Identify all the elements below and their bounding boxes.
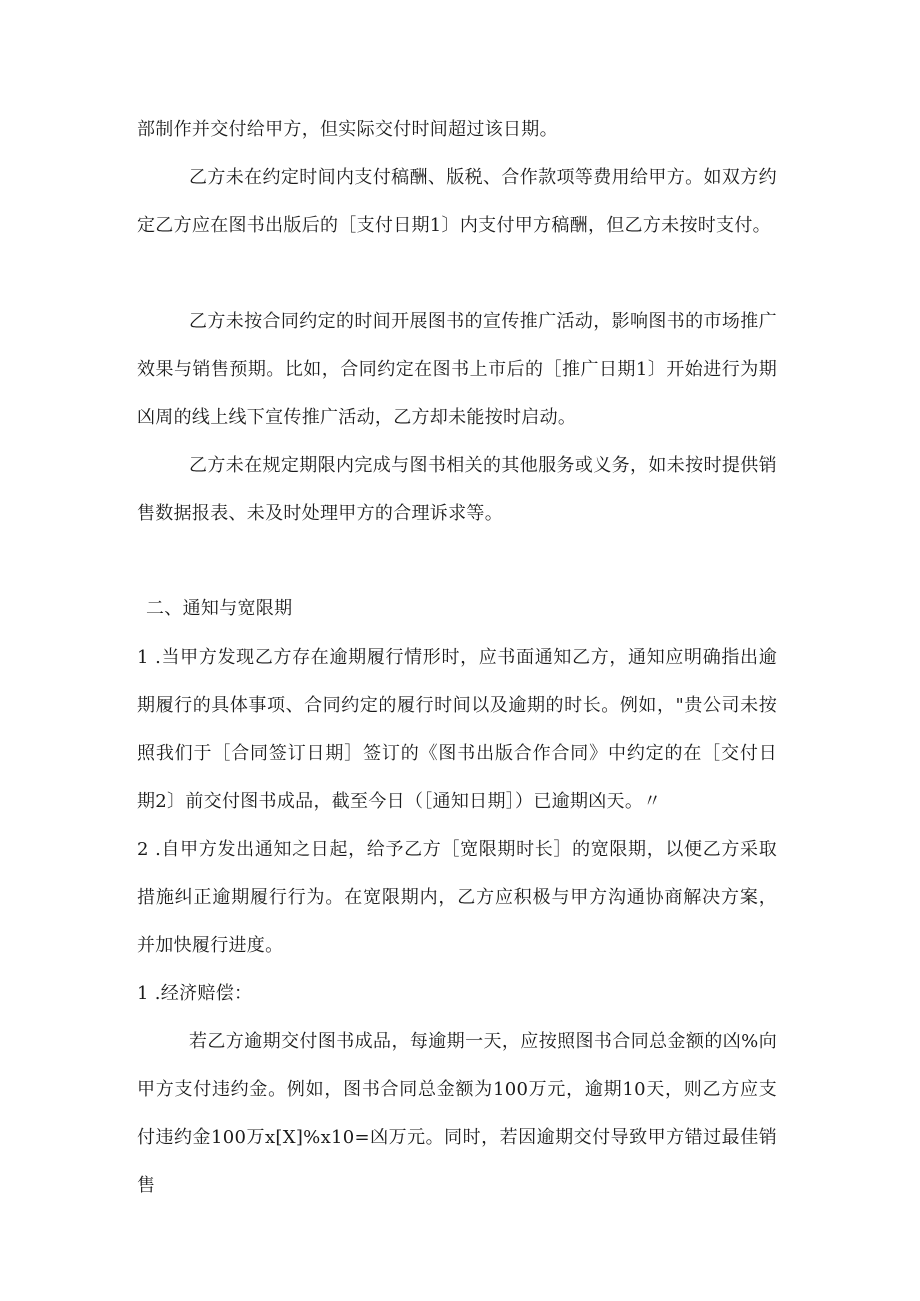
list-item-notice: 1 .当甲方发现乙方存在逾期履行情形时，应书面通知乙方，通知应明确指出逾期履行的具体事项、合同约定的履行时间以及逾期的时长。例如，"贵公司未按照我们于［合同签订日期］签订的《图书出版合作合同》中约定的在［交付日期2〕前交付图书成品，截至今日（［通知日期］）已逾期凶天。〃 (137, 647, 777, 812)
section-heading: 二、通知与宽限期 (146, 598, 293, 619)
paragraph-penalty: 若乙方逾期交付图书成品，每逾期一天，应按照图书合同总金额的凶%向甲方支付违约金。例如，图书合同总金额为100万元，逾期10天，则乙方应支付违约金100万x[X]%x10=凶万元。同时，若因逾期交付导致甲方错过最佳销售 (137, 1031, 777, 1196)
list-item-economic-compensation: 1 .经济赔偿： (137, 983, 253, 1004)
paragraph-payment-overdue: 乙方未在约定时间内支付稿酬、版税、合作款项等费用给甲方。如双方约定乙方应在图书出版后的［支付日期1〕内支付甲方稿酬，但乙方未按时支付。 (137, 167, 777, 236)
paragraph-promotion-overdue: 乙方未按合同约定的时间开展图书的宣传推广活动，影响图书的市场推广效果与销售预期。比如，合同约定在图书上市后的［推广日期1〕开始进行为期凶周的线上线下宣传推广活动，乙方却未能按时启动。 (137, 311, 777, 428)
list-item-grace-period: 2 .自甲方发出通知之日起，给予乙方［宽限期时长］的宽限期，以便乙方采取措施纠正逾期履行行为。在宽限期内，乙方应积极与甲方沟通协商解决方案，并加快履行进度。 (137, 839, 777, 956)
paragraph-delivery-overdue: 部制作并交付给甲方，但实际交付时间超过该日期。 (137, 119, 558, 140)
paragraph-other-services-overdue: 乙方未在规定期限内完成与图书相关的其他服务或义务，如未按时提供销售数据报表、未及时处理甲方的合理诉求等。 (137, 455, 777, 524)
